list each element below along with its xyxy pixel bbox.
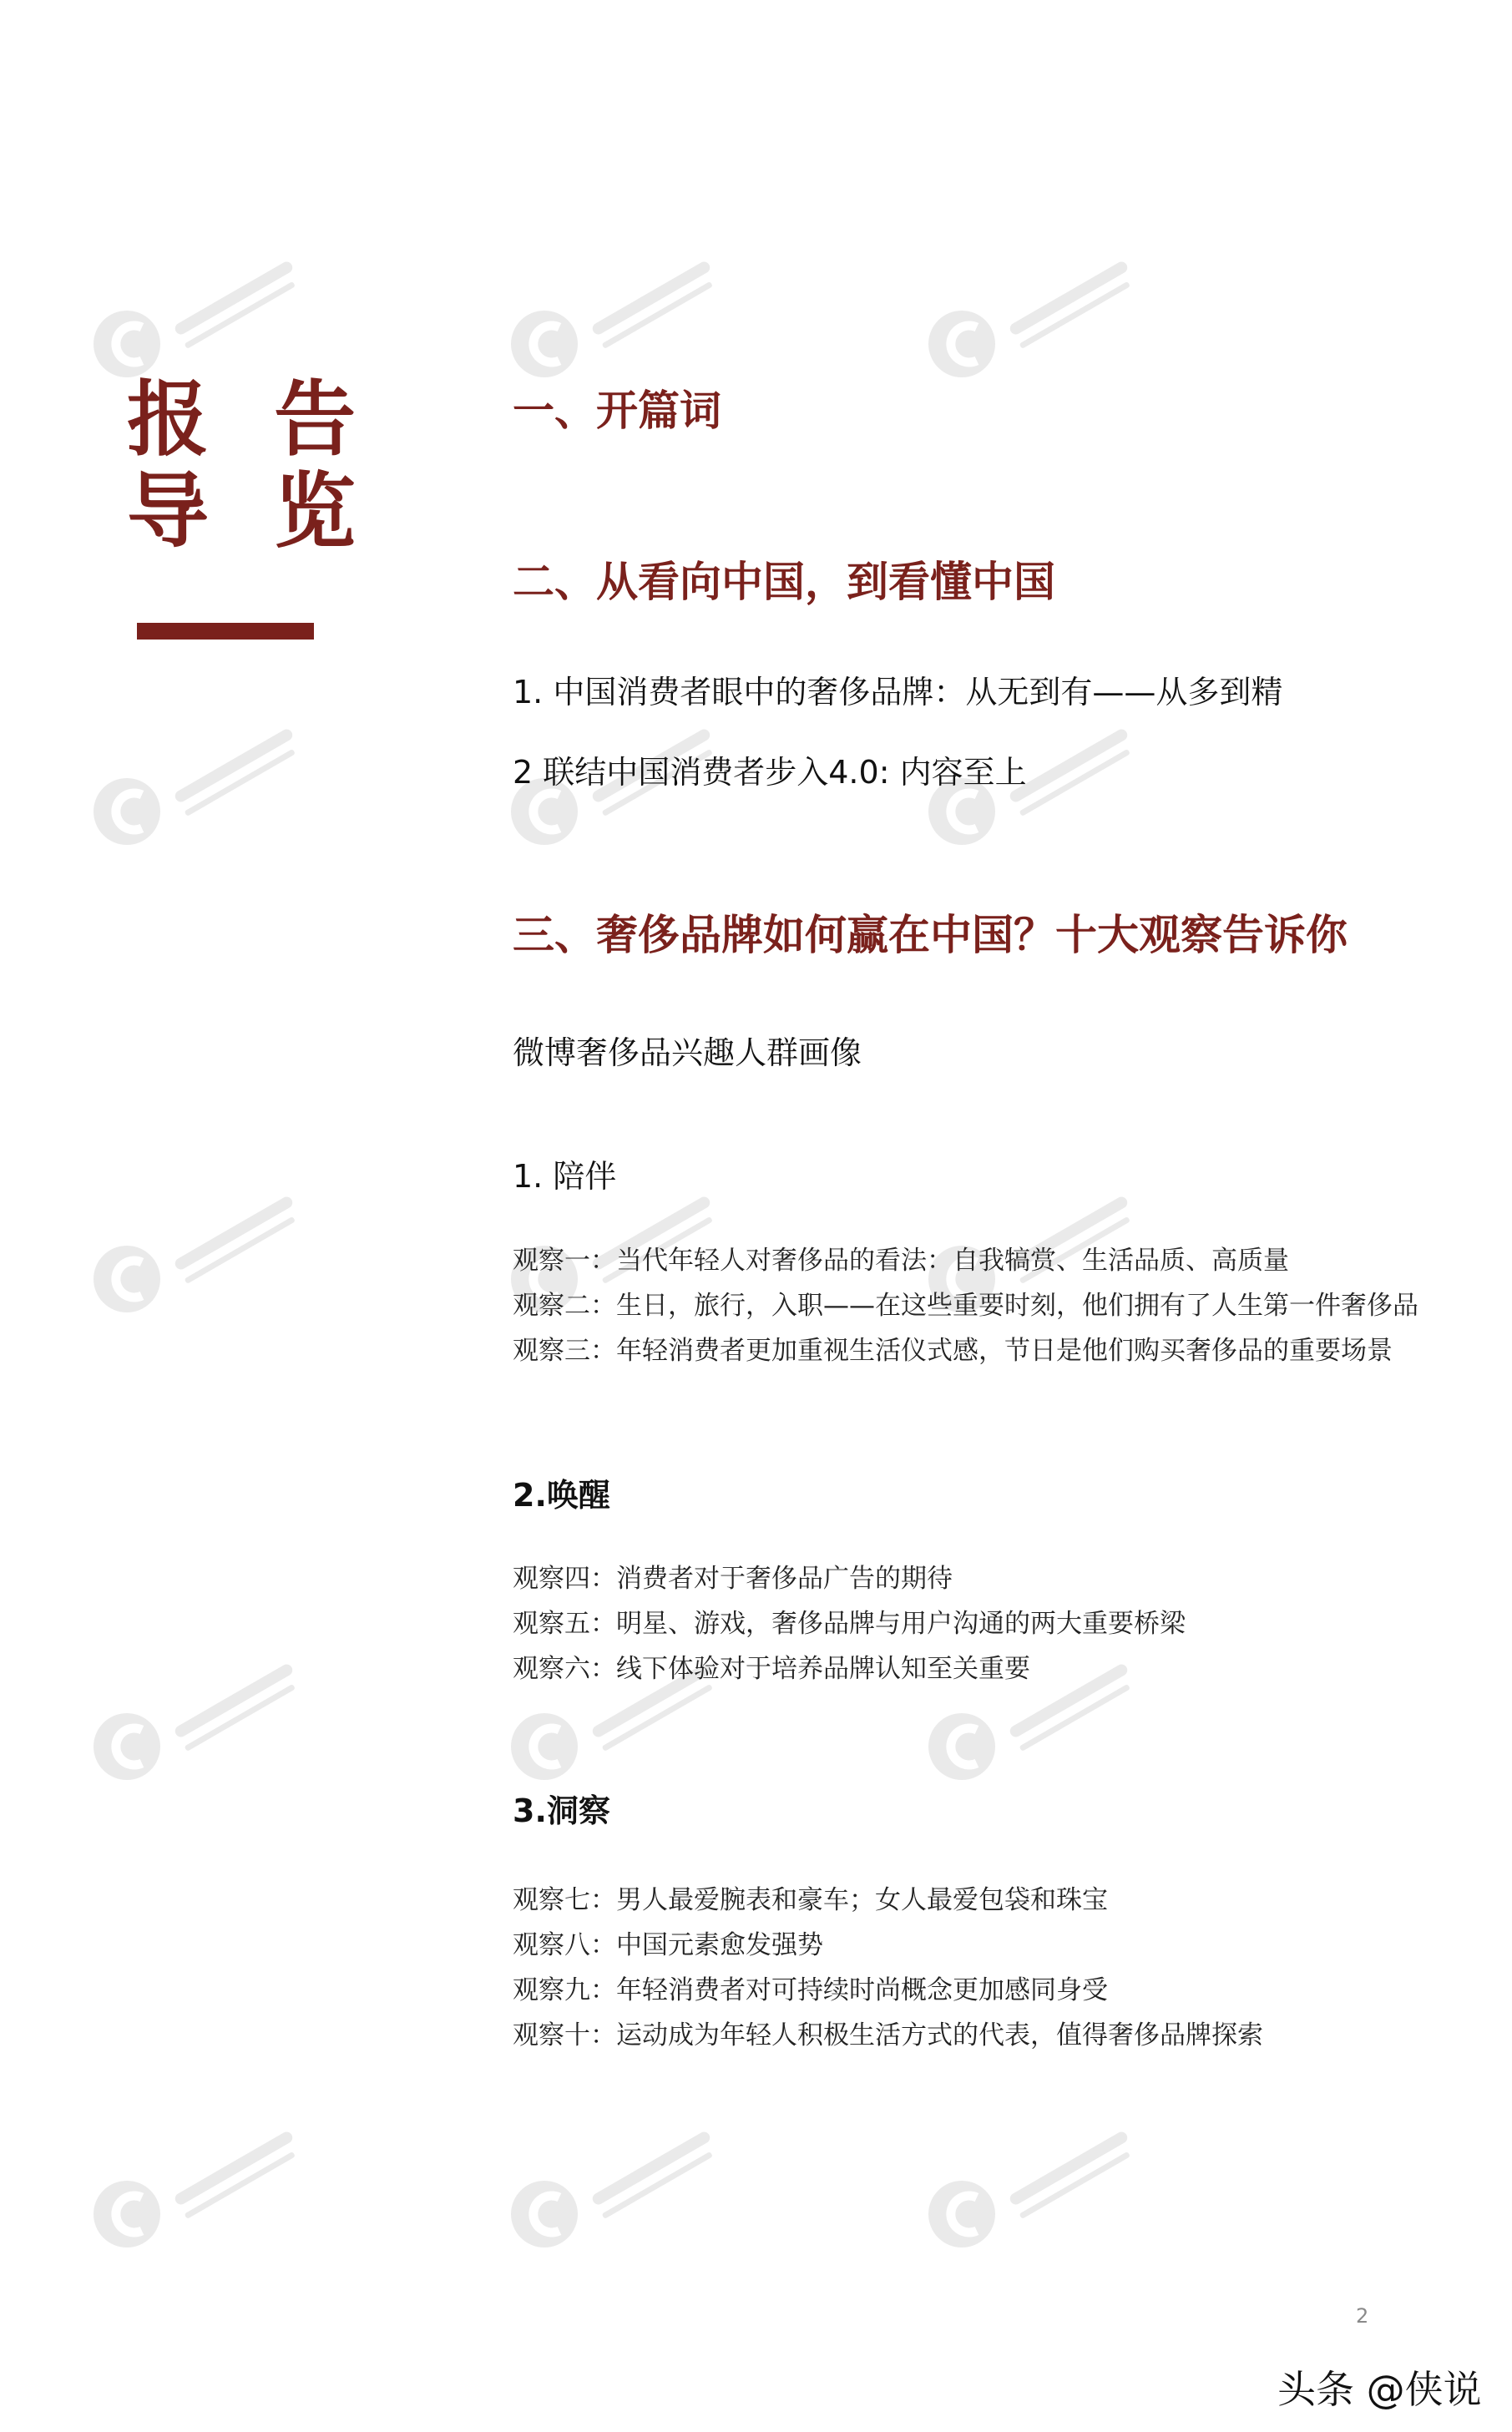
group-label-1: 1. 陪伴 — [513, 1158, 617, 1195]
observation-1: 观察一：当代年轻人对奢侈品的看法：自我犒赏、生活品质、高质量 — [513, 1246, 1289, 1276]
watermark-logo-icon — [918, 2121, 1152, 2254]
title-line-1: 报 告 — [127, 372, 375, 468]
watermark-logo-icon — [501, 250, 735, 384]
watermark-logo-icon — [83, 2121, 317, 2254]
observation-4: 观察四：消费者对于奢侈品广告的期待 — [513, 1564, 953, 1594]
section-2-item-1: 1. 中国消费者眼中的奢侈品牌：从无到有——从多到精 — [513, 674, 1283, 710]
section-heading-2: 二、从看向中国，到看懂中国 — [513, 558, 1055, 606]
page-title — [127, 374, 374, 558]
section-heading-3: 三、奢侈品牌如何赢在中国？十大观察告诉你 — [513, 911, 1348, 959]
watermark-logo-icon — [83, 1653, 317, 1787]
footer-credit — [1277, 2359, 1482, 2414]
observation-8: 观察八：中国元素愈发强势 — [513, 1930, 823, 1960]
observation-9: 观察九：年轻消费者对可持续时尚概念更加感同身受 — [513, 1975, 1108, 2005]
observation-6: 观察六：线下体验对于培养品牌认知至关重要 — [513, 1654, 1030, 1684]
observation-2: 观察二：生日，旅行，入职——在这些重要时刻，他们拥有了人生第一件奢侈品 — [513, 1291, 1418, 1321]
observation-7: 观察七：男人最爱腕表和豪车；女人最爱包袋和珠宝 — [513, 1885, 1108, 1915]
observation-5: 观察五：明星、游戏，奢侈品牌与用户沟通的两大重要桥梁 — [513, 1609, 1186, 1639]
section-2-item-2: 2 联结中国消费者步入4.0: 内容至上 — [513, 754, 1027, 791]
section-heading-1: 一、开篇词 — [513, 387, 721, 435]
group-label-3: 3.洞察 — [513, 1792, 610, 1829]
title-underline — [137, 623, 314, 640]
watermark-logo-icon — [501, 2121, 735, 2254]
section-3-intro: 微博奢侈品兴趣人群画像 — [513, 1034, 862, 1071]
footer-text: 头条 @侠说 — [1277, 2367, 1482, 2412]
observation-3: 观察三：年轻消费者更加重视生活仪式感，节日是他们购买奢侈品的重要场景 — [513, 1336, 1393, 1366]
observation-10: 观察十：运动成为年轻人积极生活方式的代表，值得奢侈品牌探索 — [513, 2020, 1263, 2050]
watermark-logo-icon — [83, 718, 317, 852]
watermark-logo-icon — [918, 250, 1152, 384]
page-number: 2 — [1356, 2304, 1369, 2328]
watermark-logo-icon — [83, 250, 317, 384]
title-line-2: 导 览 — [127, 464, 375, 559]
watermark-logo-icon — [83, 1186, 317, 1319]
group-label-2: 2.唤醒 — [513, 1477, 610, 1514]
